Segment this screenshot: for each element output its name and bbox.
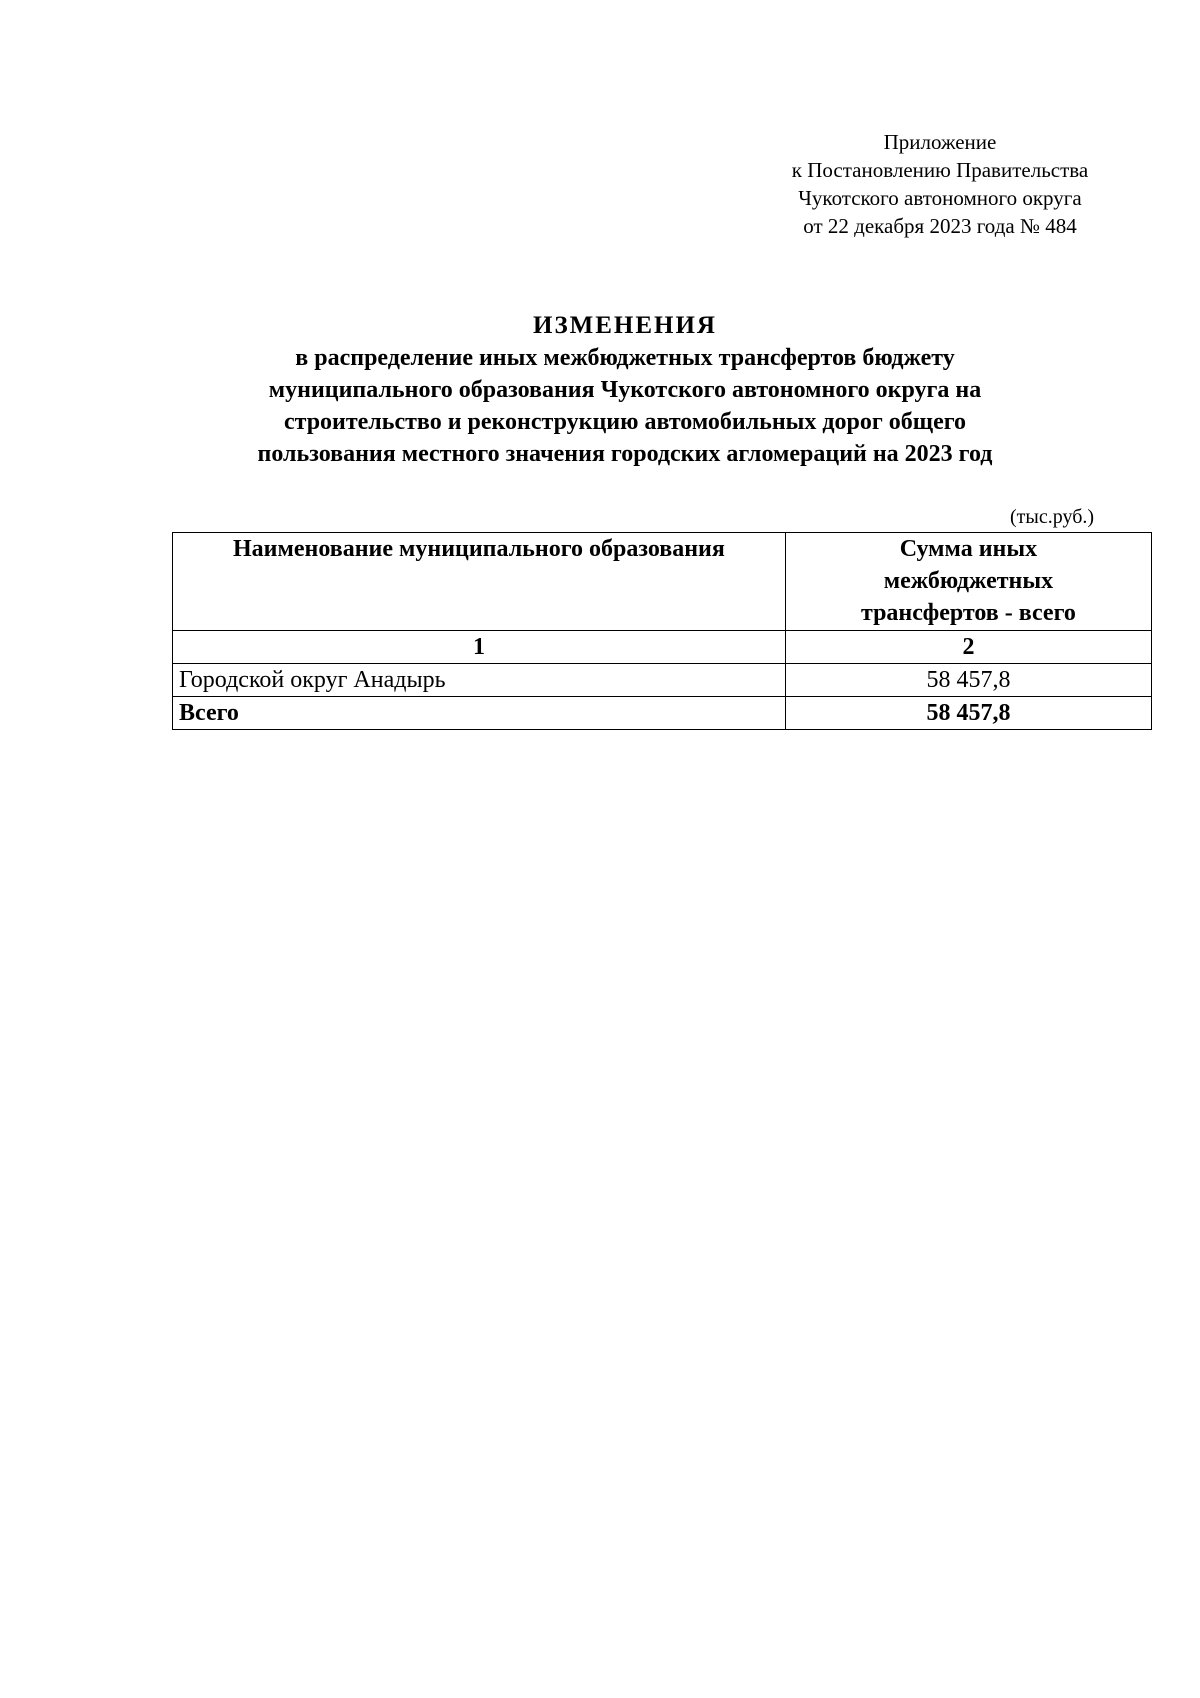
total-amount: 58 457,8 (785, 697, 1151, 730)
document-title (150, 310, 1100, 470)
transfers-table (172, 532, 1152, 730)
title-line: муниципального образования Чукотского автономного округа на (268, 377, 982, 403)
header-sum (785, 533, 1151, 631)
column-number: 2 (785, 631, 1151, 664)
column-number-row (173, 631, 1152, 664)
table-row (173, 664, 1152, 697)
appendix-block (740, 128, 1140, 240)
title-heading: ИЗМЕНЕНИЯ (533, 312, 717, 339)
title-line: пользования местного значения городских агломераций на 2023 год (257, 441, 993, 467)
header-sum-line: Сумма иных (899, 536, 1038, 562)
title-line: в распределение иных межбюджетных трансфертов бюджету (295, 345, 955, 371)
total-row (173, 697, 1152, 730)
column-number: 1 (173, 631, 786, 664)
header-name: Наименование муниципального образования (173, 533, 786, 631)
appendix-line: от 22 декабря 2023 года № 484 (803, 214, 1077, 238)
header-sum-line: трансфертов - всего (861, 600, 1076, 626)
table-header-row (173, 533, 1152, 631)
municipality-name: Городской округ Анадырь (173, 664, 786, 697)
appendix-line: Чукотского автономного округа (798, 186, 1082, 210)
title-line: строительство и реконструкцию автомобильных дорог общего (283, 409, 967, 435)
header-sum-line: межбюджетных (883, 568, 1054, 594)
appendix-line: Приложение (883, 130, 997, 154)
appendix-line: к Постановлению Правительства (791, 158, 1089, 182)
transfer-amount: 58 457,8 (785, 664, 1151, 697)
units-label: (тыс.руб.) (1010, 506, 1095, 528)
total-label: Всего (173, 697, 786, 730)
